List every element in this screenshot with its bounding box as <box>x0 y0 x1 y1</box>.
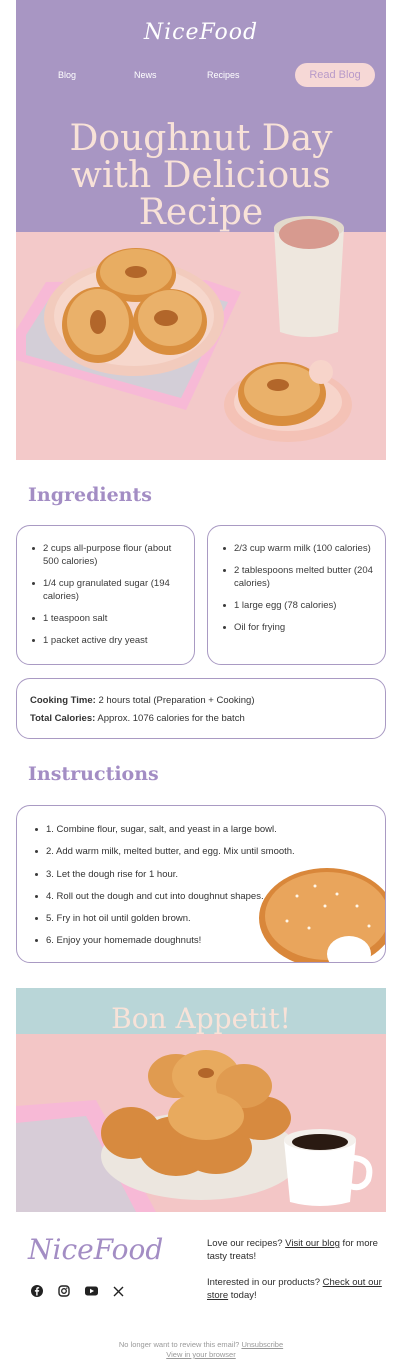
social-links <box>30 1284 150 1298</box>
instructions-card <box>16 805 386 963</box>
footer-store-paragraph <box>207 1276 382 1302</box>
list-item: 1. Combine flour, sugar, salt, and yeast in a large bowl. <box>34 823 385 836</box>
total-calories-value: Approx. 1076 calories for the batch <box>95 713 245 724</box>
brand-logo[interactable]: NiceFood <box>143 20 259 45</box>
footer-text <box>207 1237 382 1315</box>
list-item: 1 teaspoon salt <box>31 612 182 625</box>
bon-appetit-title: Bon Appetit! <box>111 1002 291 1035</box>
ingredients-card-left <box>16 525 195 665</box>
cooking-time-value: 2 hours total (Preparation + Cooking) <box>95 695 255 706</box>
list-item: Oil for frying <box>222 621 375 634</box>
donut-right <box>133 289 207 355</box>
list-item: 2/3 cup warm milk (100 calories) <box>222 542 375 555</box>
instructions-heading: Instructions <box>28 763 159 785</box>
cooking-time <box>30 694 385 707</box>
footer-logo[interactable]: NiceFood <box>28 1233 164 1266</box>
footer-blog-text: Love our recipes? <box>207 1238 286 1249</box>
list-item: 6. Enjoy your homemade doughnuts! <box>34 934 385 947</box>
hero-title-line-3: Recipe <box>138 192 264 233</box>
nav-item-recipes[interactable]: Recipes <box>207 70 240 80</box>
list-item: 4. Roll out the dough and cut into doughnut shapes. <box>34 890 385 903</box>
nav-item-blog[interactable]: Blog <box>58 70 77 80</box>
visit-blog-link[interactable]: Visit our blog <box>285 1238 340 1249</box>
footer-store-text: Interested in our products? <box>207 1277 323 1288</box>
x-icon[interactable] <box>111 1284 125 1298</box>
nav-item-news[interactable]: News <box>134 70 157 80</box>
ingredients-list-left <box>31 542 182 647</box>
donut-left <box>62 287 134 363</box>
hero-title-line-1: Doughnut Day <box>69 118 333 159</box>
list-item: 3. Let the dough rise for 1 hour. <box>34 868 385 881</box>
view-in-browser-link[interactable]: View in your browser <box>166 1350 236 1359</box>
unsubscribe-block <box>16 1340 386 1360</box>
bon-appetit-banner <box>16 988 386 1212</box>
ingredients-card-right <box>207 525 386 665</box>
ingredients-heading: Ingredients <box>28 484 152 506</box>
youtube-icon[interactable] <box>84 1284 98 1298</box>
donut-stack-illustration <box>16 988 386 1212</box>
coffee-cup <box>274 216 344 337</box>
coffee-cup <box>284 1129 369 1206</box>
list-item: 2 cups all-purpose flour (about 500 calories) <box>31 542 182 568</box>
list-item: 2. Add warm milk, melted butter, and egg. Mix until smooth. <box>34 845 385 858</box>
list-item: 2 tablespoons melted butter (204 calories) <box>222 564 375 590</box>
instagram-icon[interactable] <box>57 1284 71 1298</box>
unsubscribe-link[interactable]: Unsubscribe <box>241 1340 284 1349</box>
total-calories-label: Total Calories: <box>30 713 96 724</box>
instructions-list <box>34 823 385 947</box>
list-item: 1 large egg (78 calories) <box>222 599 375 612</box>
store-link[interactable]: Check out our store <box>207 1277 382 1301</box>
list-item: 5. Fry in hot oil until golden brown. <box>34 912 385 925</box>
unsubscribe-text: No longer want to review this email? <box>118 1340 242 1349</box>
read-blog-button[interactable]: Read Blog <box>295 63 375 87</box>
footer-blog-tail: for more tasty treats! <box>207 1238 378 1262</box>
list-item: 1 packet active dry yeast <box>31 634 182 647</box>
footer-blog-paragraph <box>207 1237 382 1263</box>
facebook-icon[interactable] <box>30 1284 44 1298</box>
hero-section <box>16 0 386 460</box>
hero-doughnut-illustration <box>16 0 386 460</box>
cooking-time-label: Cooking Time: <box>30 695 96 706</box>
list-item: 1/4 cup granulated sugar (194 calories) <box>31 577 182 603</box>
hero-title-line-2: with Delicious <box>71 155 331 196</box>
ingredients-list-right <box>222 542 375 634</box>
cooking-info-card <box>16 678 386 739</box>
footer-store-tail: today! <box>228 1290 257 1301</box>
total-calories <box>30 712 385 725</box>
